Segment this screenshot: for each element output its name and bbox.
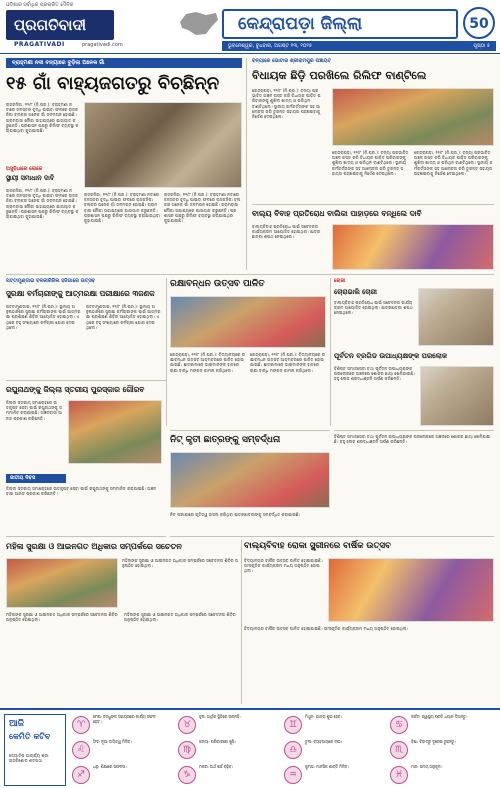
mid-left-body: ପଟ୍ଟାମୁଣ୍ଡାଇ, ୧୨/୮ (ନି.ପ୍ର.): ସ୍ଥାନୀୟ ଅନୁଷ୍ଠାନରେ ସୁରକ୍ଷା କର୍ମଚାରୀଙ୍କ ପାଇଁ ଆତ୍ମରକ୍ଷା ପ୍ରଶିକ୍ଷଣ ଶିବିର ଆୟୋଜିତ ହୋଇଥିଲା। ଏଥିରେ ବହୁ ସଂଖ୍ୟାରେ କର୍ମଚାରୀ ଯୋଗ ଦେଇଥିଲେ। <box>6 304 81 330</box>
mid-right-sub-body: ବାଲ୍ୟବିବାହ ପ୍ରତିରୋଧ ପାଇଁ ସଚେତନତା କାର୍ଯ୍ୟକ୍ରମ ଆୟୋଜିତ ହୋଇଥିଲା। ଛାତ୍ରଛାତ୍ରୀ ଶପଥ ନେଇଥିଲେ। <box>334 300 413 316</box>
neet-photo <box>170 452 330 508</box>
obituary-headline[interactable]: ପୂର୍ବତନ ବ୍ରଗିଡ ଉପାଧ୍ୟକ୍ଷଙ୍କ ପରଲୋକ <box>334 351 448 360</box>
zodiac-sign-icon: ♐ <box>72 766 90 784</box>
zodiac-text: କର୍କଟ: ସ୍ୱାସ୍ଥ୍ୟ ପ୍ରତି ଧ୍ୟାନ ଦିଅନ୍ତୁ। <box>411 714 468 719</box>
zodiac-text: କୁମ୍ଭ: ମାନସିକ ଶାନ୍ତି ମିଳିବ। <box>305 764 350 769</box>
rakhi-photo <box>170 296 326 348</box>
zodiac-sign-icon: ♌ <box>72 741 90 759</box>
section-rule <box>6 536 166 537</box>
section-rule <box>6 274 494 275</box>
lead-body: ରାଜକନିକା, ୧୨/୮ (ନି.ପ୍ର.): ବ୍ରାହ୍ମଣୀ ନଦୀରେ ଜଳସ୍ତର ବୃଦ୍ଧି ପାଇବା ଫଳରେ ରାଜକନିକା ବ୍ଲକର ଅନେକ ଗାଁ ଜଳମଗ୍ନ ହୋଇଛି। ଗ୍ରାମବାସୀ ନୌକା ସାହାଯ୍ୟରେ ଯାତାୟାତ କରୁଛନ୍ତି। ପ୍ରଶାସନ ପକ୍ଷରୁ ରିଲିଫ ବ୍ୟବସ୍ଥା କରାଯାଇଥିବା କୁହାଯାଉଛି। <box>6 102 79 134</box>
lead-kicker-bar <box>6 58 242 68</box>
zodiac-item <box>284 714 370 738</box>
annual-function-photo <box>328 558 494 622</box>
mid-left-body-col2: ପଟ୍ଟାମୁଣ୍ଡାଇ, ୧୨/୮ (ନି.ପ୍ର.): ସ୍ଥାନୀୟ ଅନୁଷ୍ଠାନରେ ସୁରକ୍ଷା କର୍ମଚାରୀଙ୍କ ପାଇଁ ଆତ୍ମରକ୍ଷା ପ୍ରଶିକ୍ଷଣ ଶିବିର ଆୟୋଜିତ ହୋଇଥିଲା। ଏଥିରେ ବହୁ ସଂଖ୍ୟାରେ କର୍ମଚାରୀ ଯୋଗ ଦେଇଥିଲେ। <box>86 304 161 330</box>
row4-left-headline[interactable]: ମହିଳା ସୁରକ୍ଷା ଓ ଆଇନଗତ ଅଧିକାର ସମ୍ପର୍କରେ ସଚେତନ <box>6 541 182 551</box>
zodiac-text: ମୀନ: ସମୟ ଅନୁକୂଳ। <box>411 764 443 769</box>
dateline-bar <box>222 41 496 51</box>
masthead-rule <box>0 53 500 54</box>
logo-text: ପ୍ରଗତିବାଦୀ <box>14 16 87 34</box>
district-banner <box>222 9 458 39</box>
horoscope-author: ଜ୍ୟୋତିଷ ଆଚାର୍ଯ୍ୟ ଶ୍ରୀ ରାଜକିଶୋର ଶତପଥୀ <box>9 753 49 764</box>
zodiac-item <box>284 739 370 763</box>
section-rule <box>170 430 330 431</box>
horoscope-box <box>4 714 66 786</box>
mid-right-headline[interactable]: ବାଲ୍ୟ ବିବାହ ପ୍ରତିରୋଧ ବାଲିକା ପାହାଡ଼ରେ ବନ୍ଧିଲେ ଦାବି <box>252 209 422 218</box>
zodiac-sign-icon: ♉ <box>178 716 196 734</box>
row3-left-tag <box>6 474 66 483</box>
mid-right-body: ବାଲ୍ୟବିବାହ ପ୍ରତିରୋଧ ପାଇଁ ସଚେତନତା କାର୍ଯ୍ୟକ୍ରମ ଆୟୋଜିତ ହୋଇଥିଲା। ଛାତ୍ରଛାତ୍ରୀ ଶପଥ ନେଇଥିଲେ। <box>252 224 321 240</box>
lead-kicker: ବ୍ରାହ୍ମଣୀ ନଦୀ ବନ୍ୟାରେ ବୁଡ଼ିଲା ଅନେକ ଗାଁ <box>12 60 105 66</box>
zodiac-sign-icon: ♒ <box>284 766 302 784</box>
lead-sub-kicker: ଅସୁବିଧାରେ ଲୋକେ <box>6 166 43 172</box>
zodiac-item <box>72 714 158 738</box>
zodiac-text: ବିଛା: ବିବାଦରୁ ଦୂରେଇ ରୁହନ୍ତୁ। <box>411 739 456 744</box>
row3-center-headline[interactable]: ନିଟ୍ କୃତୀ ଛାତ୍ରଙ୍କୁ ସମ୍ବର୍ଦ୍ଧନା <box>170 435 281 445</box>
row3-left-headline[interactable]: ରଘୁନାଥଙ୍କୁ ଜିଲ୍ଲା ସ୍ତରୀୟ ପୁରସ୍କାର ଗୌରବ <box>6 385 145 394</box>
masthead <box>0 0 500 52</box>
zodiac-text: ମିଥୁନ: ଯାତ୍ରା ଶୁଭ ହେବ। <box>305 714 343 719</box>
award-photo <box>68 400 162 464</box>
zodiac-item <box>72 764 158 788</box>
zodiac-item <box>390 714 476 738</box>
svg-text:50: 50 <box>469 16 489 32</box>
logo[interactable] <box>6 10 114 40</box>
zodiac-text: ବୃଷ: ଆର୍ଥିକ ସ୍ଥିତିରେ ଉନ୍ନତି। <box>199 714 242 719</box>
school-photo <box>418 288 494 346</box>
zodiac-item <box>72 739 158 763</box>
zodiac-text: ଧନୁ: ଶିକ୍ଷାରେ ସଫଳତା। <box>93 764 128 769</box>
section-rule <box>170 536 494 537</box>
row3-left-body-col2: ଜିଲ୍ଲା ସ୍ତରୀୟ ସମାରୋହରେ ଉତ୍କୃଷ୍ଟ ସେବା ପାଇଁ ରଘୁନାଥଙ୍କୁ ସମ୍ମାନିତ କରାଯାଇଛି। ଅଞ୍ଚଳବାସୀ ଆନନ୍ଦ ପ୍ରକାଶ କରିଛନ୍ତି। <box>6 486 157 497</box>
50-years-badge-icon <box>462 6 496 40</box>
women-safety-photo <box>6 558 118 608</box>
section-rule <box>6 380 166 381</box>
awareness-photo <box>332 224 494 270</box>
top-right-headline[interactable]: ବିଧାୟକ ଛିଡ଼ି ପରଖିଲେ ରିଲିଫ ବାଣ୍ଟିଲେ <box>252 69 427 82</box>
zodiac-sign-icon: ♏ <box>390 741 408 759</box>
top-right-body-col3: କେନ୍ଦ୍ରାପଡ଼ା, ୧୨/୮ (ନି.ପ୍ର.): ବନ୍ୟା ପ୍ରଭାବିତ ଅଞ୍ଚଳ ଗସ୍ତ କରି ବିଧାୟକ ପୀଡ଼ିତ ପରିବାରଙ୍କୁ ଶୁଖିଲା ଖାଦ୍ୟ ଓ ପଲିଥିନ ବାଣ୍ଟିଥିଲେ। ସ୍ଥାନୀୟ କର୍ମକର୍ତ୍ତାଙ୍କ ସହ ଆଲୋଚନା କରି ତୁରନ୍ତ ସହାୟତା ପହଞ୍ଚାଇବାକୁ ନିର୍ଦ୍ଦେଶ ଦେଇଥିଲେ। <box>414 150 493 176</box>
zodiac-item <box>390 764 476 788</box>
mid-right-sub-headline[interactable]: ଚୋରାଭାଲି ଚୋରୀ <box>334 288 377 296</box>
lead-body-col3: ରାଜକନିକା, ୧୨/୮ (ନି.ପ୍ର.): ବ୍ରାହ୍ମଣୀ ନଦୀରେ ଜଳସ୍ତର ବୃଦ୍ଧି ପାଇବା ଫଳରେ ରାଜକନିକା ବ୍ଲକର ଅନେକ ଗାଁ ଜଳମଗ୍ନ ହୋଇଛି। ଗ୍ରାମବାସୀ ନୌକା ସାହାଯ୍ୟରେ ଯାତାୟାତ କରୁଛନ୍ତି। ପ୍ରଶାସନ ପକ୍ଷରୁ ରିଲିଫ ବ୍ୟବସ୍ଥା କରାଯାଇଥିବା କୁହାଯାଉଛି। <box>84 192 160 224</box>
issue-date: ଭୁବନେଶ୍ୱର, ବୁଧବାର, ଅଗଷ୍ଟ ୧୩, ୨୦୨୫ <box>228 43 313 49</box>
row3-right-headline[interactable]: ବାଲ୍ୟବିବାହ ରୋକା ସ୍କ୍ରୀନରେ ବାର୍ଷିକ ଉତ୍ସବ <box>244 541 391 551</box>
flood-photo <box>84 102 242 188</box>
mid-right-sub-kicker: ଚୋରୀ <box>334 278 346 284</box>
logo-english: PRAGATIVADI <box>14 41 65 48</box>
zodiac-sign-icon: ♓ <box>390 766 408 784</box>
tagline: ଓଡ଼ିଶାର ସର୍ବାଧିକ ପ୍ରଚାରିତ ଦୈନିକ <box>6 2 74 8</box>
row3-left-sub-headline: ଜାତୀୟ ଦିବସ <box>10 475 36 481</box>
obituary-portrait <box>420 366 494 426</box>
page-number: ପୃଷ୍ଠା ୫ <box>473 43 490 49</box>
column-divider <box>166 278 167 426</box>
horoscope-strip <box>0 708 500 788</box>
zodiac-item <box>390 739 476 763</box>
row3-center-body: ନିଟ୍ ପରୀକ୍ଷାରେ କୃତିତ୍ୱ ହାସଲ କରିଥିବା ଛାତ୍ରଛାତ୍ରୀଙ୍କୁ ସମ୍ବର୍ଦ୍ଧିତ କରାଯାଇଛି। <box>170 512 301 517</box>
zodiac-sign-icon: ♊ <box>284 716 302 734</box>
lead-body-col4: ରାଜକନିକା, ୧୨/୮ (ନି.ପ୍ର.): ବ୍ରାହ୍ମଣୀ ନଦୀରେ ଜଳସ୍ତର ବୃଦ୍ଧି ପାଇବା ଫଳରେ ରାଜକନିକା ବ୍ଲକର ଅନେକ ଗାଁ ଜଳମଗ୍ନ ହୋଇଛି। ଗ୍ରାମବାସୀ ନୌକା ସାହାଯ୍ୟରେ ଯାତାୟାତ କରୁଛନ୍ତି। ପ୍ରଶାସନ ପକ୍ଷରୁ ରିଲିଫ ବ୍ୟବସ୍ଥା କରାଯାଇଥିବା କୁହାଯାଉଛି। <box>164 192 241 224</box>
top-right-body-col2: କେନ୍ଦ୍ରାପଡ଼ା, ୧୨/୮ (ନି.ପ୍ର.): ବନ୍ୟା ପ୍ରଭାବିତ ଅଞ୍ଚଳ ଗସ୍ତ କରି ବିଧାୟକ ପୀଡ଼ିତ ପରିବାରଙ୍କୁ ଶୁଖିଲା ଖାଦ୍ୟ ଓ ପଲିଥିନ ବାଣ୍ଟିଥିଲେ। ସ୍ଥାନୀୟ କର୍ମକର୍ତ୍ତାଙ୍କ ସହ ଆଲୋଚନା କରି ତୁରନ୍ତ ସହାୟତା ପହଞ୍ଚାଇବାକୁ ନିର୍ଦ୍ଦେଶ ଦେଇଥିଲେ। <box>332 150 409 176</box>
mid-center-body: କେନ୍ଦ୍ରାପଡ଼ା, ୧୨/୮ (ନି.ପ୍ର.): ବିଦ୍ୟାଳୟରେ ରକ୍ଷାବନ୍ଧନ ଉତ୍ସବ ଆଡ଼ମ୍ବରରେ ପାଳିତ ହୋଇଯାଇଛି। ଛାତ୍ରୀମାନେ ଭାଇମାନଙ୍କ ହାତରେ ରାକ୍ଷୀ ବାନ୍ଧି ମଙ୍ଗଳ କାମନା କରିଥିଲେ। <box>170 352 245 373</box>
zodiac-text: ମେଷ: ବନ୍ଧୁଙ୍କ ସହାୟତାରେ କାର୍ଯ୍ୟ ସଫଳ ହେବ। <box>93 714 156 724</box>
column-divider <box>330 278 331 426</box>
column-divider <box>241 540 242 704</box>
zodiac-text: କନ୍ୟା: ପରିବାରରେ ଖୁସି। <box>199 739 236 744</box>
website[interactable]: pragativadi.com <box>82 42 123 48</box>
zodiac-sign-icon: ♎ <box>284 741 302 759</box>
zodiac-item <box>284 764 370 788</box>
section-rule <box>334 430 494 431</box>
column-divider <box>246 58 247 270</box>
lead-body-col2: ରାଜକନିକା, ୧୨/୮ (ନି.ପ୍ର.): ବ୍ରାହ୍ମଣୀ ନଦୀରେ ଜଳସ୍ତର ବୃଦ୍ଧି ପାଇବା ଫଳରେ ରାଜକନିକା ବ୍ଲକର ଅନେକ ଗାଁ ଜଳମଗ୍ନ ହୋଇଛି। ଗ୍ରାମବାସୀ ନୌକା ସାହାଯ୍ୟରେ ଯାତାୟାତ କରୁଛନ୍ତି। ପ୍ରଶାସନ ପକ୍ଷରୁ ରିଲିଫ ବ୍ୟବସ୍ଥା କରାଯାଇଥିବା କୁହାଯାଉଛି। <box>6 188 79 220</box>
zodiac-item <box>178 714 264 738</box>
zodiac-sign-icon: ♑ <box>178 766 196 784</box>
row4-left-body: ମହିଳାଙ୍କ ସୁରକ୍ଷା ଓ ଆଇନଗତ ଅଧିକାର ସମ୍ପର୍କରେ ସଚେତନତା ଶିବିର ଅନୁଷ୍ଠିତ ହୋଇଥିଲା। <box>122 558 239 569</box>
mid-center-headline[interactable]: ରକ୍ଷାବନ୍ଧନ ଉତ୍ସବ ପାଳିତ <box>170 279 265 289</box>
section-rule <box>252 204 494 205</box>
mid-left-headline[interactable]: ସୁରକ୍ଷା ବର୍ମଚାରୀଙ୍କୁ ଆତ୍ମରକ୍ଷା ପରୀକ୍ଷାରେ ୩ଜଣକ <box>6 289 155 298</box>
zodiac-sign-icon: ♈ <box>72 716 90 734</box>
row4-left-body-col2: ମହିଳାଙ୍କ ସୁରକ୍ଷା ଓ ଆଇନଗତ ଅଧିକାର ସମ୍ପର୍କରେ ସଚେତନତା ଶିବିର ଅନୁଷ୍ଠିତ ହୋଇଥିଲା। <box>6 612 118 623</box>
row3-left-body: ଜିଲ୍ଲା ସ୍ତରୀୟ ସମାରୋହରେ ଉତ୍କୃଷ୍ଟ ସେବା ପାଇଁ ରଘୁନାଥଙ୍କୁ ସମ୍ମାନିତ କରାଯାଇଛି। ଅଞ୍ଚଳବାସୀ ଆନନ୍ଦ ପ୍ରକାଶ କରିଛନ୍ତି। <box>6 400 63 421</box>
row3-right-body-col2: ବିଦ୍ୟାଳୟର ବାର୍ଷିକ ଉତ୍ସବ ପାଳିତ ହୋଇଯାଇଛି। ସାଂସ୍କୃତିକ କାର୍ଯ୍ୟକ୍ରମ ମଧ୍ୟ ଅନୁଷ୍ଠିତ ହୋଇଥିଲା। <box>244 626 409 631</box>
zodiac-item <box>178 739 264 763</box>
zodiac-text: ମକର: ଅର୍ଥ ଖର୍ଚ୍ଚ ବଢ଼ିବ। <box>199 764 234 769</box>
zodiac-sign-icon: ♍ <box>178 741 196 759</box>
odisha-map-icon <box>176 8 220 38</box>
horoscope-title-1: ଆଜି <box>9 719 24 729</box>
zodiac-text: ସିଂହ: ନୂଆ ଦାୟିତ୍ୱ ମିଳିବ। <box>93 739 132 744</box>
district-name: କେନ୍ଦ୍ରାପଡ଼ା ଜିଲ୍ଲା <box>238 14 363 34</box>
top-right-body: କେନ୍ଦ୍ରାପଡ଼ା, ୧୨/୮ (ନି.ପ୍ର.): ବନ୍ୟା ପ୍ରଭାବିତ ଅଞ୍ଚଳ ଗସ୍ତ କରି ବିଧାୟକ ପୀଡ଼ିତ ପରିବାରଙ୍କୁ ଶୁଖିଲା ଖାଦ୍ୟ ଓ ପଲିଥିନ ବାଣ୍ଟିଥିଲେ। ସ୍ଥାନୀୟ କର୍ମକର୍ତ୍ତାଙ୍କ ସହ ଆଲୋଚନା କରି ତୁରନ୍ତ ସହାୟତା ପହଞ୍ଚାଇବାକୁ ନିର୍ଦ୍ଦେଶ ଦେଇଥିଲେ। <box>252 88 321 120</box>
relief-photo <box>332 88 494 146</box>
row4-left-body-col3: ମହିଳାଙ୍କ ସୁରକ୍ଷା ଓ ଆଇନଗତ ଅଧିକାର ସମ୍ପର୍କରେ ସଚେତନତା ଶିବିର ଅନୁଷ୍ଠିତ ହୋଇଥିଲା। <box>124 612 236 623</box>
zodiac-sign-icon: ♋ <box>390 716 408 734</box>
top-right-kicker: ବନ୍ୟାରେ ଭୋଟାର ଶ୍ରୀରାମପୁର ପଞ୍ଚାୟତ <box>252 58 332 64</box>
mid-center-body-col2: କେନ୍ଦ୍ରାପଡ଼ା, ୧୨/୮ (ନି.ପ୍ର.): ବିଦ୍ୟାଳୟରେ ରକ୍ଷାବନ୍ଧନ ଉତ୍ସବ ଆଡ଼ମ୍ବରରେ ପାଳିତ ହୋଇଯାଇଛି। ଛାତ୍ରୀମାନେ ଭାଇମାନଙ୍କ ହାତରେ ରାକ୍ଷୀ ବାନ୍ଧି ମଙ୍ଗଳ କାମନା କରିଥିଲେ। <box>250 352 325 373</box>
lead-headline[interactable]: ୧୫ ଗାଁ ବାହ୍ୟଜଗତରୁ ବିଚ୍ଛିନ୍ନ <box>6 73 220 94</box>
zodiac-item <box>178 764 264 788</box>
horoscope-title-2: କେମିତି କଟିବ <box>9 732 51 741</box>
row3-right-body: ବିଦ୍ୟାଳୟର ବାର୍ଷିକ ଉତ୍ସବ ପାଳିତ ହୋଇଯାଇଛି। ସାଂସ୍କୃତିକ କାର୍ଯ୍ୟକ୍ରମ ମଧ୍ୟ ଅନୁଷ୍ଠିତ ହୋଇଥିଲା। <box>244 558 323 574</box>
zodiac-text: ତୁଳା: ବ୍ୟବସାୟରେ ଲାଭ। <box>305 739 343 744</box>
obituary-body: ବିଶିଷ୍ଟ ସମାଜସେବୀ ତଥା ପୂର୍ବତନ ଉପାଧ୍ୟକ୍ଷଙ୍କ ପରଲୋକରେ ଅଞ୍ଚଳରେ ଶୋକର ଛାୟା ଖେଳିଯାଇଛି। ବହୁ ଲୋକ ଶ୍ରଦ୍ଧାଞ୍ଜଳି ଅର୍ପଣ କରିଛନ୍ତି। <box>334 366 416 382</box>
lead-sub-headline[interactable]: ସ୍ଥାୟୀ ସମାଧାନ ଦାବି <box>6 174 55 182</box>
obituary-body-col2: ବିଶିଷ୍ଟ ସମାଜସେବୀ ତଥା ପୂର୍ବତନ ଉପାଧ୍ୟକ୍ଷଙ୍କ ପରଲୋକରେ ଅଞ୍ଚଳରେ ଶୋକର ଛାୟା ଖେଳିଯାଇଛି। ବହୁ ଲୋକ ଶ୍ରଦ୍ଧାଞ୍ଜଳି ଅର୍ପଣ କରିଛନ୍ତି। <box>334 434 491 445</box>
mid-left-kicker: ପଟ୍ଟାମୁଣ୍ଡାଇ ବଳକୀରିଜିଲ ହଜିଗାରେ ଉତ୍ସବ <box>6 278 96 284</box>
